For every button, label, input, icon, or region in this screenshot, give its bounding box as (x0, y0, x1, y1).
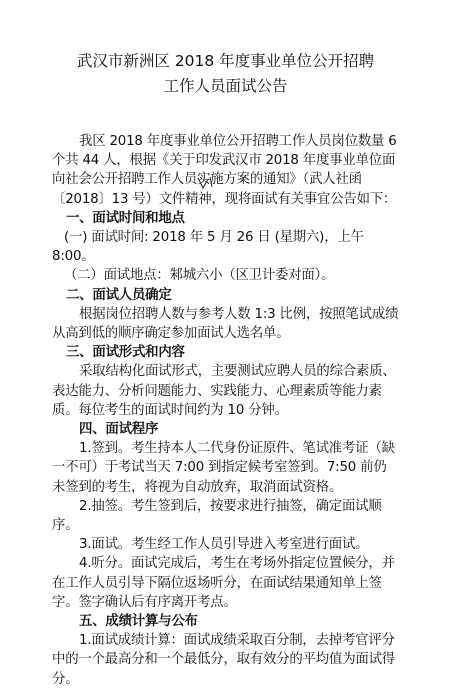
intro-paragraph: 我区 2018 年度事业单位公开招聘工作人员岗位数量 6 个共 44 人，根据《关于印发武汉市 2018 年度事业单位面向社会公开招聘工作人员实施方案的通知》（武人社函〔2018〕13 号）文件精神，现将面试有关事宜公告如下： (52, 134, 397, 207)
section-4-heading: 四、面试程序 (79, 422, 159, 438)
procedure-draw-lots: 2.抽签。考生签到后，按要求进行抽签，确定面试顺序。 (52, 498, 382, 534)
procedure-sign-in: 1.签到。考生持本人二代身份证原件、笔试准考证（缺一不可）于考试当天 7:00 到指定候考室签到。7:50 前仍未签到的考生，将视为自动放弃，取消面试资格。 (52, 441, 395, 495)
section-5-heading: 五、成绩计算与公布 (79, 614, 198, 630)
section-1-heading: 一、面试时间和地点 (66, 210, 185, 226)
interview-place: （二）面试地点：邾城六小（区卫计委对面）。 (64, 268, 335, 284)
section-2-text: 根据岗位招聘人数与参考人数 1:3 比例，按照笔试成绩从高到低的顺序确定参加面试人选名单。 (52, 306, 399, 342)
procedure-hear-score: 4.听分。面试完成后，考生在考场外指定位置候分，并在工作人员引导下隔位返场听分，在面试结果通知单上签字。签字确认后有序离开考点。 (52, 556, 395, 610)
doc-title-line2: 工作人员面试公告 (163, 77, 288, 95)
interview-time: (一) 面试时间: 2018 年 5 月 26 日 (星期六)，上午 8:00。 (52, 230, 364, 265)
section-3-heading: 三、面试形式和内容 (66, 345, 185, 361)
doc-title-line1: 武汉市新洲区 2018 年度事业单位公开招聘 (76, 52, 375, 70)
section-2-heading: 二、面试人员确定 (66, 287, 172, 303)
procedure-interview: 3.面试。考生经工作人员引导进入考室进行面试。 (79, 537, 369, 553)
doc-body (52, 132, 399, 689)
score-calculation: 1.面试成绩计算：面试成绩采取百分制，去掉考官评分中的一个最高分和一个最低分，取有效分的平均值为面试得分。 (52, 633, 395, 687)
handwritten-mark-icon (197, 176, 217, 190)
section-3-text: 采取结构化面试形式，主要测试应聘人员的综合素质、表达能力、分析问题能力、实践能力、心理素质等能力素质。每位考生的面试时间约为 10 分钟。 (52, 364, 396, 418)
